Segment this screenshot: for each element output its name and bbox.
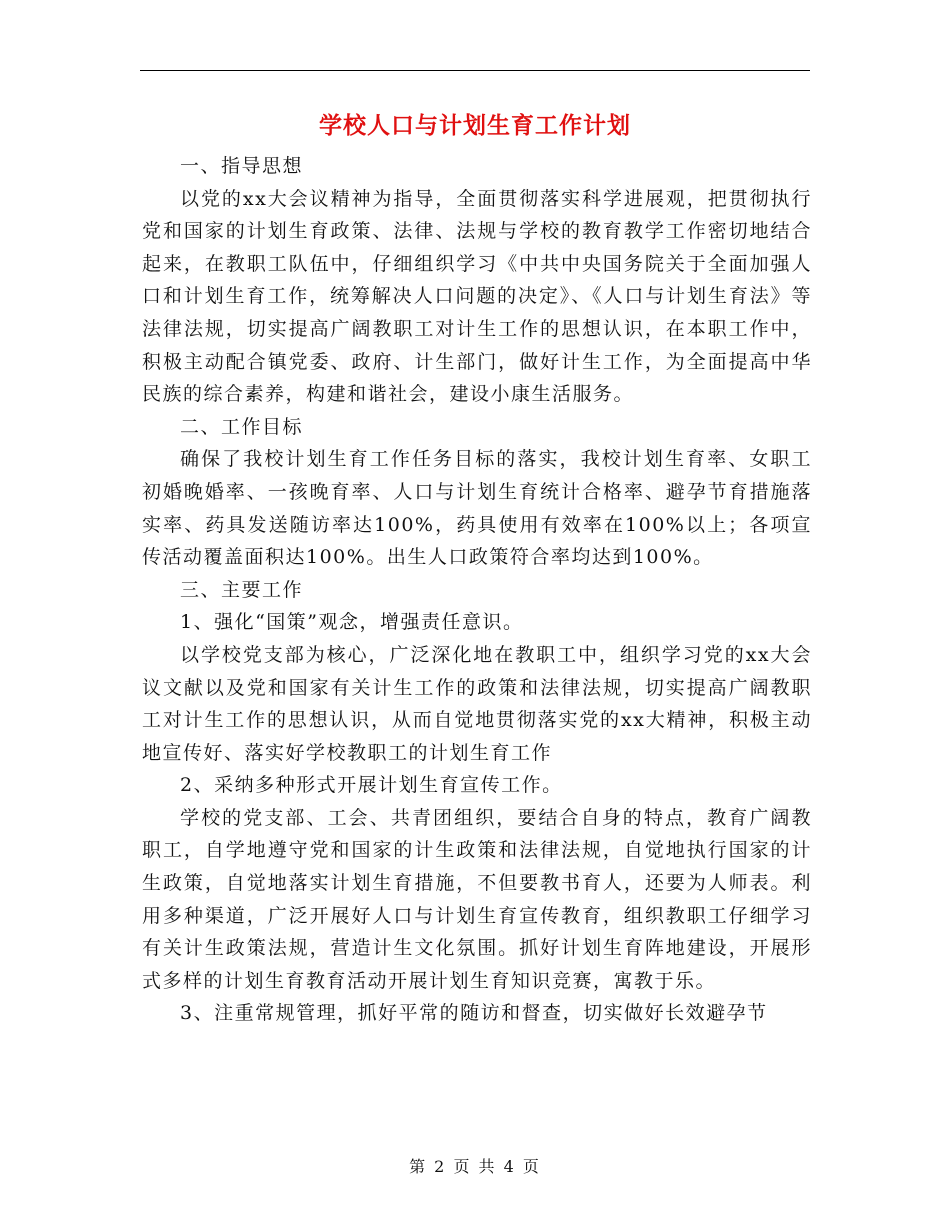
paragraph-work-goals: 确保了我校计划生育工作任务目标的落实，我校计划生育率、女职工初婚晚婚率、一孩晚育率、人口与计划生育统计合格率、避孕节育措施落实率、药具发送随访率达100%，药具使用有效率在100%以上；各项宣传活动覆盖面积达100%。出生人口政策符合率均达到100%。 [142, 448, 812, 569]
header-rule [140, 70, 810, 71]
page-title: 学校人口与计划生育工作计划 [319, 113, 631, 139]
section-heading-guiding-ideology: 一、指导思想 [180, 155, 304, 177]
subheading-item-1: 1、强化“国策”观念，增强责任意识。 [180, 611, 524, 634]
paragraph-item-2: 学校的党支部、工会、共青团组织，要结合自身的特点，教育广阔教职工，自学地遵守党和国家的计生政策和法律法规，自觉地执行国家的计生政策，自觉地落实计划生育措施，不但要教书育人，还要为人师表。利用多种渠道，广泛开展好人口与计划生育宣传教育，组织教职工仔细学习有关计生政策法规，营造计生文化氛围。抓好计划生育阵地建设，开展形式多样的计划生育教育活动开展计划生育知识竞赛，寓教于乐。 [142, 806, 812, 992]
paragraph-guiding-ideology: 以党的xx大会议精神为指导，全面贯彻落实科学进展观，把贯彻执行党和国家的计划生育政策、法律、法规与学校的教育教学工作密切地结合起来，在教职工队伍中，仔细组织学习《中共中央国务院关于全面加强人口和计划生育工作，统筹解决人口问题的决定》、《人口与计划生育法》等法律法规，切实提高广阔教职工对计生工作的思想认识，在本职工作中，积极主动配合镇党委、政府、计生部门，做好计生工作，为全面提高中华民族的综合素养，构建和谐社会，建设小康生活服务。 [142, 187, 812, 406]
document-body [142, 150, 812, 1030]
page-number-footer: 第 2 页 共 4 页 [409, 1157, 541, 1176]
paragraph-item-1: 以学校党支部为核心，广泛深化地在教职工中，组织学习党的xx大会议文献以及党和国家有关计生工作的政策和法律法规，切实提高广阔教职工对计生工作的思想认识，从而自觉地贯彻落实党的xx大精神，积极主动地宣传好、落实好学校教职工的计划生育工作 [142, 643, 812, 764]
subheading-item-2: 2、采纳多种形式开展计划生育宣传工作。 [180, 774, 563, 797]
section-heading-main-work: 三、主要工作 [180, 578, 304, 601]
subheading-item-3: 3、注重常规管理，抓好平常的随访和督查，切实做好长效避孕节 [180, 1002, 768, 1025]
section-heading-work-goals: 二、工作目标 [180, 415, 304, 438]
